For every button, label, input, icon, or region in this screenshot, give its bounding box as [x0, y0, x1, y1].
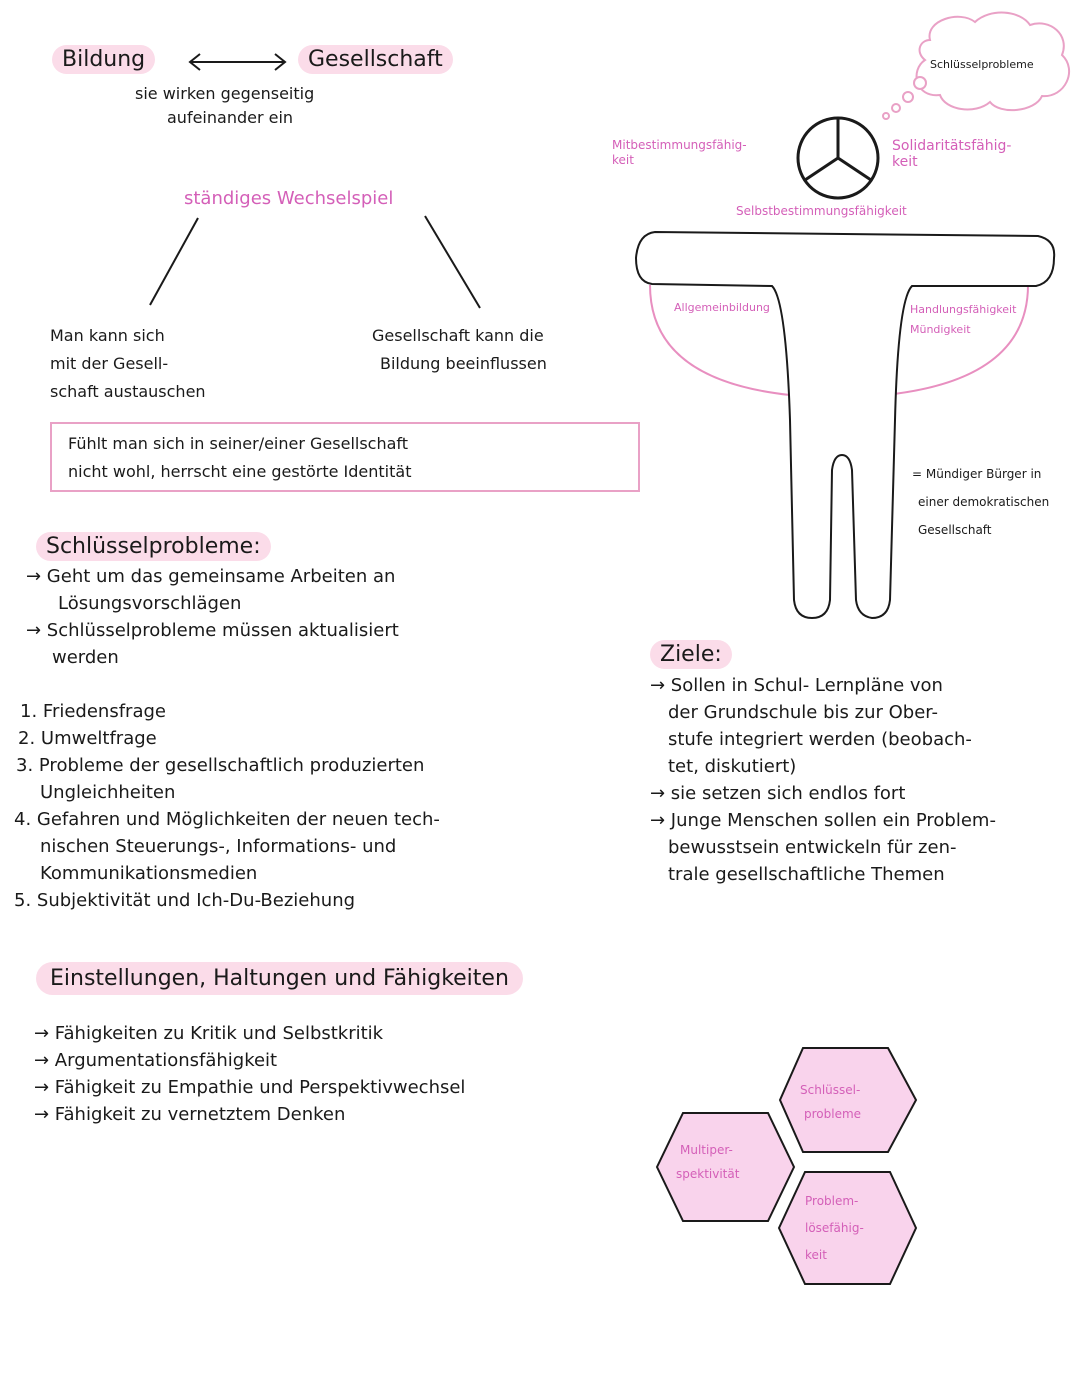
left-head-line: Mitbestimmungsfähig-	[612, 138, 747, 152]
left-arm-label: Allgemeinbildung	[674, 301, 770, 314]
hex-line: Schlüssel-	[800, 1083, 861, 1097]
right-arm-line: Mündigkeit	[910, 323, 971, 336]
goal-line: der Grundschule bis zur Ober-	[668, 702, 939, 723]
citizen-label	[912, 460, 1049, 544]
point-line: werden	[52, 647, 119, 668]
right-arm-line: Handlungsfähigkeit	[910, 303, 1017, 316]
left-branch-line: Man kann sich	[50, 326, 165, 345]
hex-line: lösefähig-	[805, 1221, 864, 1235]
right-head-line: Solidaritätsfähig-	[892, 138, 1012, 154]
branch-line-left	[150, 218, 198, 305]
hex-line: Problem-	[805, 1194, 859, 1208]
citizen-line: Gesellschaft	[918, 523, 992, 537]
right-head-label	[892, 138, 1011, 170]
right-branch-text	[372, 322, 547, 378]
goals-title: Ziele:	[650, 640, 732, 669]
branch-line-right	[425, 216, 480, 308]
point-line: Lösungsvorschlägen	[58, 593, 242, 614]
below-head-label: Selbstbestimmungsfähigkeit	[736, 204, 907, 218]
term-bildung: Bildung	[52, 45, 155, 74]
right-branch-line: Bildung beeinflussen	[380, 354, 547, 373]
interplay-label: ständiges Wechselspiel	[184, 188, 394, 209]
point-line: → Geht um das gemeinsame Arbeiten an	[26, 566, 396, 587]
list-item: 3. Probleme der gesellschaftlich produzierten	[16, 755, 425, 776]
term-gesellschaft: Gesellschaft	[298, 45, 453, 74]
left-branch-line: schaft austauschen	[50, 382, 206, 401]
goal-line: tet, diskutiert)	[668, 756, 797, 777]
mutual-influence-line2: aufeinander ein	[167, 108, 294, 127]
attitude-item: → Argumentationsfähigkeit	[34, 1050, 278, 1071]
hex-line: probleme	[804, 1107, 862, 1121]
right-head-line: keit	[892, 154, 918, 170]
cloud-label: Schlüsselprobleme	[930, 58, 1034, 71]
right-arm-label	[910, 300, 1016, 340]
identity-line: nicht wohl, herrscht eine gestörte Identität	[68, 462, 412, 481]
goals-text	[650, 672, 996, 888]
hex-left-label	[676, 1138, 786, 1186]
left-branch-line: mit der Gesell-	[50, 354, 169, 373]
hex-line: keit	[805, 1248, 827, 1262]
left-head-line: keit	[612, 153, 634, 167]
list-item: 1. Friedensfrage	[20, 701, 166, 722]
double-arrow-icon	[190, 54, 285, 70]
identity-line: Fühlt man sich in seiner/einer Gesellschaft	[68, 434, 409, 453]
goal-line: bewusstsein entwickeln für zen-	[668, 837, 957, 858]
goal-line: → Sollen in Schul- Lernpläne von	[650, 675, 943, 696]
goal-line: trale gesellschaftliche Themen	[668, 864, 945, 885]
left-head-label	[612, 138, 747, 168]
body-outline	[636, 232, 1054, 618]
left-branch-text	[50, 322, 206, 406]
attitudes-title: Einstellungen, Haltungen und Fähigkeiten	[36, 962, 523, 995]
attitudes-list	[34, 1020, 465, 1128]
attitude-item: → Fähigkeit zu vernetztem Denken	[34, 1104, 346, 1125]
list-item-cont: Ungleichheiten	[40, 782, 176, 803]
list-item-cont: Kommunikationsmedien	[40, 863, 258, 884]
list-item: 5. Subjektivität und Ich-Du-Beziehung	[14, 890, 356, 911]
hex-top-label	[800, 1078, 910, 1126]
attitude-item: → Fähigkeiten zu Kritik und Selbstkritik	[34, 1023, 384, 1044]
key-problems-title: Schlüsselprobleme:	[36, 532, 271, 561]
right-branch-line: Gesellschaft kann die	[372, 326, 544, 345]
citizen-line: = Mündiger Bürger in	[912, 467, 1042, 481]
head-symbol	[798, 118, 878, 198]
hex-bottom-label	[805, 1188, 905, 1269]
citizen-line: einer demokratischen	[918, 495, 1050, 509]
list-item-cont: nischen Steuerungs-, Informations- und	[40, 836, 397, 857]
list-item: 2. Umweltfrage	[18, 728, 157, 749]
goal-line: → sie setzen sich endlos fort	[650, 783, 906, 804]
hex-line: spektivität	[676, 1167, 740, 1181]
key-problems-points	[26, 563, 399, 671]
list-item: 4. Gefahren und Möglichkeiten der neuen tech-	[14, 809, 440, 830]
goal-line: stufe integriert werden (beobach-	[668, 729, 972, 750]
point-line: → Schlüsselprobleme müssen aktualisiert	[26, 620, 399, 641]
hex-line: Multiper-	[680, 1143, 733, 1157]
key-problems-list	[14, 698, 440, 914]
identity-box	[50, 422, 640, 492]
attitude-item: → Fähigkeit zu Empathie und Perspektivwechsel	[34, 1077, 466, 1098]
goal-line: → Junge Menschen sollen ein Problem-	[650, 810, 996, 831]
mutual-influence-line1: sie wirken gegenseitig	[135, 84, 315, 103]
